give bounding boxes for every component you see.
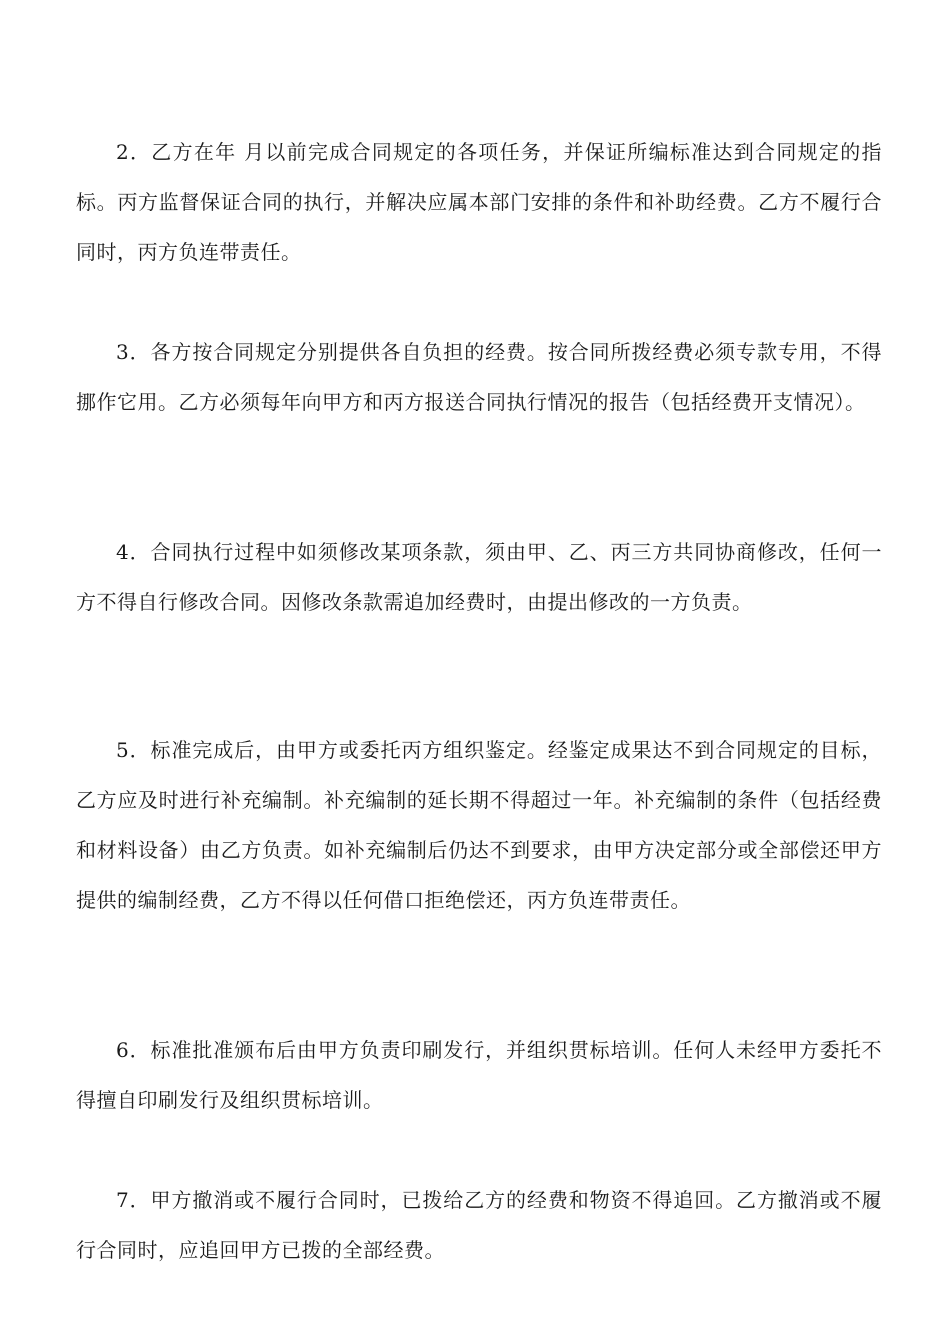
contract-clause-4: 4．合同执行过程中如须修改某项条款，须由甲、乙、丙三方共同协商修改，任何一方不得自行修改合同。因修改条款需追加经费时，由提出修改的一方负责。 <box>76 540 882 614</box>
contract-clause-5: 5．标准完成后，由甲方或委托丙方组织鉴定。经鉴定成果达不到合同规定的目标，乙方应及时进行补充编制。补充编制的延长期不得超过一年。补充编制的条件（包括经费和材料设备）由乙方负责。如补充编制后仍达不到要求，由甲方决定部分或全部偿还甲方提供的编制经费，乙方不得以任何借口拒绝偿还，丙方负连带责任。 <box>76 738 882 912</box>
contract-clause-6: 6．标准批准颁布后由甲方负责印刷发行，并组织贯标培训。任何人未经甲方委托不得擅自印刷发行及组织贯标培训。 <box>76 1038 882 1112</box>
contract-clause-2: 2．乙方在年 月以前完成合同规定的各项任务，并保证所编标准达到合同规定的指标。丙方监督保证合同的执行，并解决应属本部门安排的条件和补助经费。乙方不履行合同时，丙方负连带责任。 <box>76 140 882 264</box>
contract-clause-3: 3．各方按合同规定分别提供各自负担的经费。按合同所拨经费必须专款专用，不得挪作它用。乙方必须每年向甲方和丙方报送合同执行情况的报告（包括经费开支情况）。 <box>76 340 882 414</box>
contract-clause-7: 7．甲方撤消或不履行合同时，已拨给乙方的经费和物资不得追回。乙方撤消或不履行合同时，应追回甲方已拨的全部经费。 <box>76 1188 882 1262</box>
